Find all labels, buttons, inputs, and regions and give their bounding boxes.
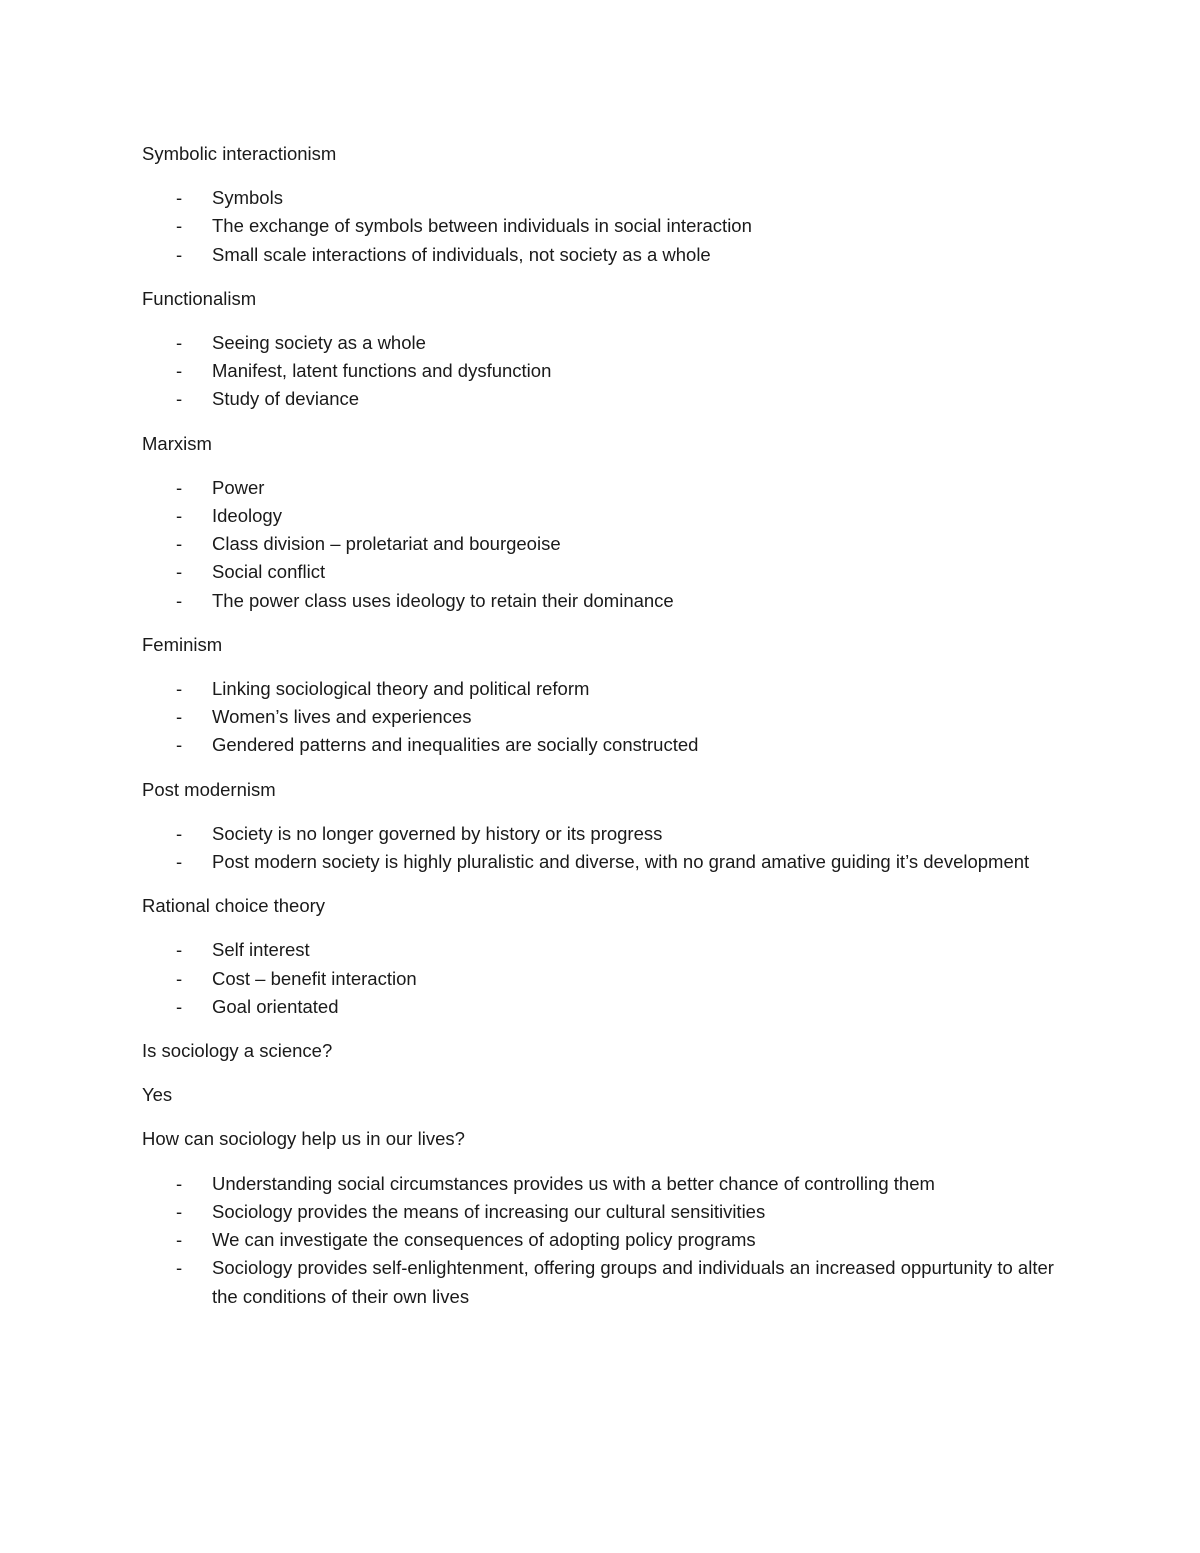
list-item: [142, 936, 1072, 964]
list-item-text: Cost – benefit interaction: [212, 967, 417, 989]
bullet-list: [142, 474, 1072, 615]
list-item: [142, 820, 1072, 848]
bullet-marker: -: [176, 360, 183, 382]
list-item: [142, 1198, 1072, 1226]
list-item: [142, 530, 1072, 558]
list-item: [142, 703, 1072, 731]
list-item: [142, 1226, 1072, 1254]
bullet-marker: -: [176, 939, 183, 961]
bullet-list: [142, 675, 1072, 760]
list-item-text: Ideology: [212, 505, 282, 527]
list-item-text: Sociology provides self-enlightenment, offering groups and individuals an increased oppurtunity to alter the conditions of their own lives: [212, 1257, 1054, 1307]
bullet-marker: -: [176, 967, 183, 989]
bullet-marker: -: [176, 851, 183, 873]
section-heading: Post modernism: [142, 778, 276, 800]
list-item: [142, 965, 1072, 993]
list-item: [142, 474, 1072, 502]
list-item: [142, 1170, 1072, 1198]
bullet-marker: -: [176, 476, 183, 498]
list-item-text: Post modern society is highly pluralistic and diverse, with no grand amative guiding it’s development: [212, 851, 1030, 873]
list-item-text: Self interest: [212, 939, 310, 961]
list-item-text: The exchange of symbols between individuals in social interaction: [212, 215, 752, 237]
section-heading: Functionalism: [142, 287, 257, 309]
list-item-text: Symbols: [212, 187, 283, 209]
section-heading: Marxism: [142, 432, 212, 454]
list-item: [142, 558, 1072, 586]
bullet-marker: -: [176, 187, 183, 209]
list-item-text: Manifest, latent functions and dysfunction: [212, 360, 552, 382]
bullet-list: [142, 329, 1072, 414]
bullet-marker: -: [176, 995, 183, 1017]
section-heading: Feminism: [142, 633, 223, 655]
bullet-marker: -: [176, 678, 183, 700]
section-heading: Symbolic interactionism: [142, 143, 337, 164]
list-item-text: Linking sociological theory and political reform: [212, 678, 590, 700]
bullet-marker: -: [176, 243, 183, 265]
list-item-text: We can investigate the consequences of adopting policy programs: [212, 1229, 756, 1251]
list-item: [142, 675, 1072, 703]
bullet-list: [142, 820, 1072, 876]
bullet-marker: -: [176, 1229, 183, 1251]
question-text: Is sociology a science?: [142, 1040, 333, 1062]
list-item: [142, 385, 1072, 413]
list-item: [142, 1254, 1072, 1310]
list-item: [142, 357, 1072, 385]
list-item: [142, 502, 1072, 530]
list-item: [142, 731, 1072, 759]
list-item: [142, 241, 1072, 269]
bullet-marker: -: [176, 533, 183, 555]
bullet-marker: -: [176, 332, 183, 354]
list-item: [142, 848, 1072, 876]
bullet-list: [142, 1170, 1072, 1311]
bullet-marker: -: [176, 1200, 183, 1222]
list-item: [142, 184, 1072, 212]
list-item-text: Power: [212, 476, 265, 498]
list-item-text: Class division – proletariat and bourgeoise: [212, 533, 561, 555]
answer-text: Yes: [142, 1084, 173, 1106]
bullet-marker: -: [176, 1172, 183, 1194]
list-item: [142, 993, 1072, 1021]
list-item: [142, 329, 1072, 357]
list-item-text: Understanding social circumstances provides us with a better chance of controlling them: [212, 1172, 935, 1194]
list-item-text: Sociology provides the means of increasing our cultural sensitivities: [212, 1200, 766, 1222]
bullet-marker: -: [176, 734, 183, 756]
bullet-marker: -: [176, 1257, 183, 1279]
bullet-marker: -: [176, 505, 183, 527]
bullet-marker: -: [176, 561, 183, 583]
section-heading: How can sociology help us in our lives?: [142, 1128, 465, 1150]
spacer: [142, 1065, 1072, 1081]
list-item-text: Gendered patterns and inequalities are socially constructed: [212, 734, 699, 756]
list-item-text: Social conflict: [212, 561, 326, 583]
document-body: [142, 140, 1072, 1327]
list-item-text: Society is no longer governed by history or its progress: [212, 822, 663, 844]
list-item-text: Small scale interactions of individuals, not society as a whole: [212, 243, 711, 265]
section-heading: Rational choice theory: [142, 895, 326, 917]
list-item-text: Seeing society as a whole: [212, 332, 426, 354]
list-item-text: Goal orientated: [212, 995, 339, 1017]
list-item: [142, 212, 1072, 240]
list-item: [142, 587, 1072, 615]
list-item-text: Women’s lives and experiences: [212, 706, 472, 728]
bullet-marker: -: [176, 706, 183, 728]
bullet-marker: -: [176, 388, 183, 410]
bullet-marker: -: [176, 215, 183, 237]
bullet-marker: -: [176, 589, 183, 611]
list-item-text: Study of deviance: [212, 388, 360, 410]
bullet-marker: -: [176, 822, 183, 844]
bullet-list: [142, 936, 1072, 1021]
list-item-text: The power class uses ideology to retain their dominance: [212, 589, 674, 611]
spacer: [142, 1109, 1072, 1125]
bullet-list: [142, 184, 1072, 269]
